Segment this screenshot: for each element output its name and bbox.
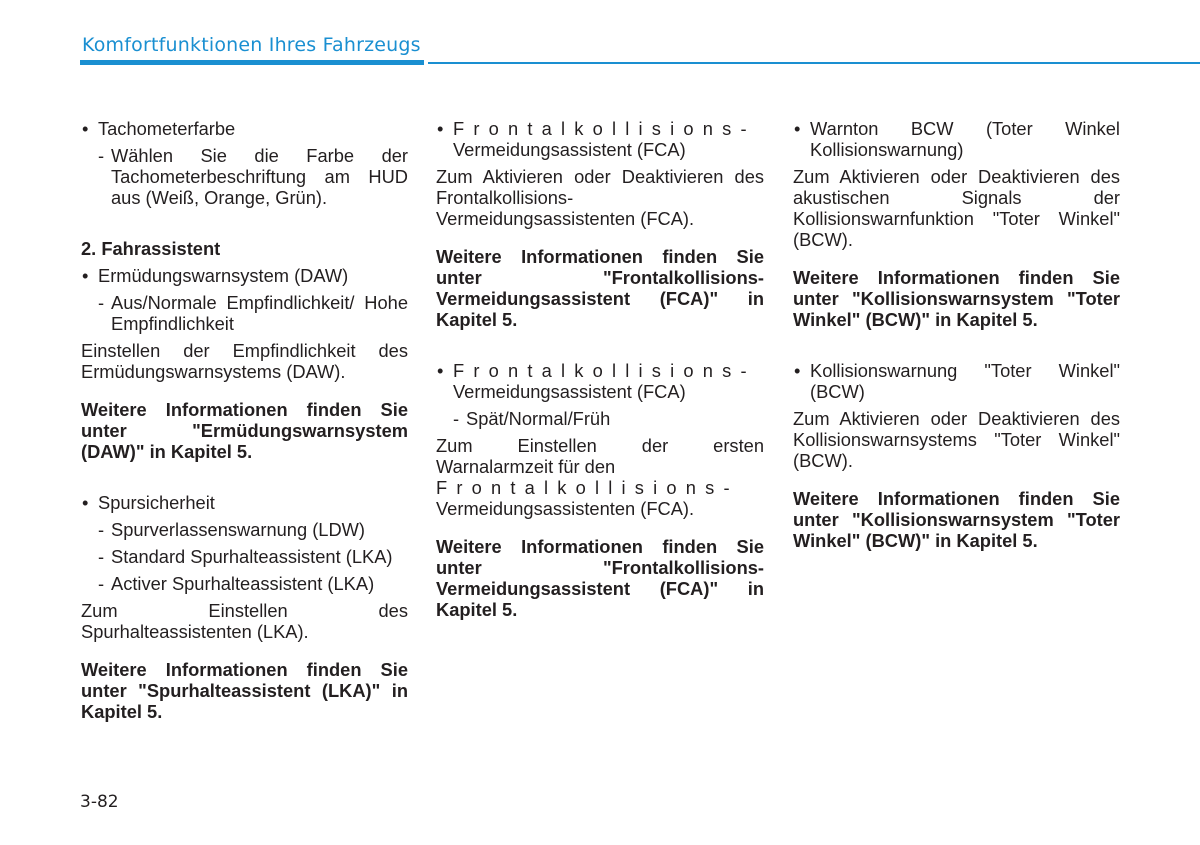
bullet-fca-spread-text: • Frontalkollisions-: [453, 118, 756, 139]
dash-item-sensitivity: - Aus/Normale Empfindlichkeit/ Hohe Empfindlichkeit: [81, 292, 408, 334]
column-middle: [436, 118, 764, 620]
bullet-fca-timing-spread-text: • Frontalkollisions-: [453, 360, 756, 381]
bold-note-bcw-1: Weitere Informationen finden Sie unter "Kollisionswarnsystem "Toter Winkel" (BCW)" in Kapitel 5.: [793, 267, 1120, 330]
bold-note-daw: Weitere Informationen finden Sie unter "Ermüdungswarnsystem (DAW)" in Kapitel 5.: [81, 399, 408, 462]
dash-item-color-choice: - Wählen Sie die Farbe der Tachometerbeschriftung am HUD aus (Weiß, Orange, Grün).: [81, 145, 408, 208]
dash-item-ldw: - Spurverlassenswarnung (LDW): [81, 519, 408, 540]
bullet-fca-timing-text: Vermeidungsassistent (FCA): [453, 381, 686, 402]
header-rule-thin: [428, 62, 1200, 64]
paragraph-fca-timing-text: Zum Einstellen der ersten Warnalarmzeit für den: [436, 435, 764, 477]
paragraph-daw: Einstellen der Empfindlichkeit des Ermüdungswarnsystems (DAW).: [81, 340, 408, 382]
page-number: 3-82: [80, 792, 119, 812]
paragraph-fca-timing-end: Vermeidungsassistenten (FCA).: [436, 498, 695, 519]
paragraph-bcw-warning: Zum Aktivieren oder Deaktivieren des Kollisionswarnsystems "Toter Winkel" (BCW).: [793, 408, 1120, 471]
bullet-fca-timing: [436, 360, 764, 402]
bullet-fca-text: Vermeidungsassistent (FCA): [453, 139, 686, 160]
header-rule-thick: [80, 60, 424, 65]
paragraph-fca-timing-spread: Frontalkollisions-: [436, 477, 739, 498]
bold-note-fca-1: Weitere Informationen finden Sie unter "Frontalkollisions-Vermeidungsassistent (FCA)" in Kapitel 5.: [436, 246, 764, 330]
column-right: [793, 118, 1120, 551]
bullet-tachometer-color: • Tachometerfarbe: [81, 118, 408, 139]
paragraph-fca-activation: Zum Aktivieren oder Deaktivieren des Frontalkollisions-Vermeidungsassistenten (FCA).: [436, 166, 764, 229]
bullet-daw: • Ermüdungswarnsystem (DAW): [81, 265, 408, 286]
dash-item-timing: - Spät/Normal/Früh: [436, 408, 764, 429]
column-left: [81, 118, 408, 722]
section-title: Komfortfunktionen Ihres Fahrzeugs: [82, 34, 421, 56]
paragraph-lka: Zum Einstellen des Spurhalteassistenten (LKA).: [81, 600, 408, 642]
bullet-bcw-warning: • Kollisionswarnung "Toter Winkel" (BCW): [793, 360, 1120, 402]
bullet-fca-activation: [436, 118, 764, 160]
dash-item-active-lka: - Activer Spurhalteassistent (LKA): [81, 573, 408, 594]
bullet-lane-safety: • Spursicherheit: [81, 492, 408, 513]
bullet-bcw-sound: • Warnton BCW (Toter Winkel Kollisionswarnung): [793, 118, 1120, 160]
paragraph-fca-timing: [436, 435, 764, 519]
paragraph-bcw-sound: Zum Aktivieren oder Deaktivieren des akustischen Signals der Kollisionswarnfunktion "Toter Winkel" (BCW).: [793, 166, 1120, 250]
bold-note-fca-2: Weitere Informationen finden Sie unter "Frontalkollisions-Vermeidungsassistent (FCA)" in Kapitel 5.: [436, 536, 764, 620]
bold-note-lka: Weitere Informationen finden Sie unter "Spurhalteassistent (LKA)" in Kapitel 5.: [81, 659, 408, 722]
subheading-driving-assist: 2. Fahrassistent: [81, 238, 221, 259]
bold-note-bcw-2: Weitere Informationen finden Sie unter "Kollisionswarnsystem "Toter Winkel" (BCW)" in Kapitel 5.: [793, 488, 1120, 551]
dash-item-standard-lka: - Standard Spurhalteassistent (LKA): [81, 546, 408, 567]
